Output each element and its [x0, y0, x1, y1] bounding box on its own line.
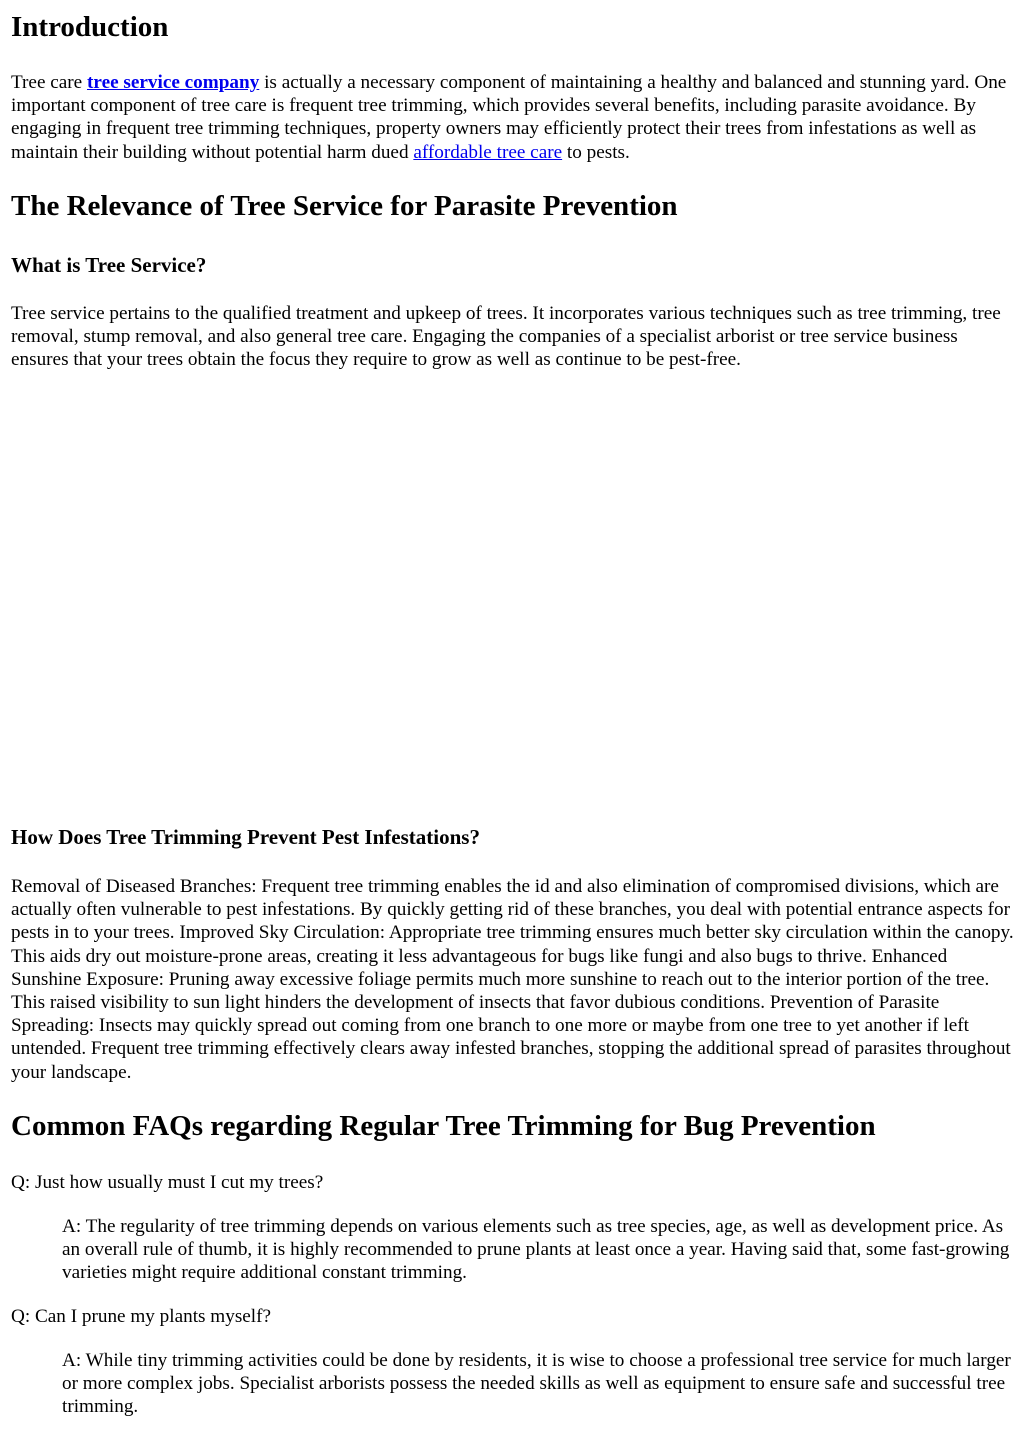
faq-question-2: Q: Can I prune my plants myself?	[11, 1306, 272, 1327]
paragraph-how-trimming-prevents: Removal of Diseased Branches: Frequent tree trimming enables the id and also elimination of compromised divisions, which are actually often vulnerable to pest infestations. By quickly getting rid of these branches, you deal with potential entrance aspects for pests in to your trees. Improved Sky Circulation: Appropriate tree trimming ensures much better sky circulation within the canopy. This aids dry out moisture-prone areas, creating it less advantageous for bugs like fungi and also bugs to thrive. Enhanced Sunshine Exposure: Pruning away excessive foliage permits much more sunshine to reach out to the interior portion of the tree. This raised visibility to sun light hinders the development of insects that favor dubious conditions. Prevention of Parasite Spreading: Insects may quickly spread out coming from one branch to one more or maybe from one tree to yet another if left untended. Frequent tree trimming effectively clears away infested branches, stopping the additional spread of parasites throughout your landscape.	[11, 876, 1014, 1083]
heading-how-trimming-prevents: How Does Tree Trimming Prevent Pest Infestations?	[11, 825, 480, 849]
intro-text-start: Tree care	[11, 72, 88, 93]
intro-text-middle: is actually a necessary component of maintaining a healthy and balanced and stunning yard. One important component of tree care is frequent tree trimming, which provides several benefits, including parasite avoidance. By engaging in frequent tree trimming techniques, property owners may efficiently protect their trees from infestations as well as maintain their building without potential harm dued	[11, 72, 1007, 163]
heading-introduction: Introduction	[11, 11, 169, 43]
heading-what-is-tree-service: What is Tree Service?	[11, 253, 207, 277]
heading-common-faqs: Common FAQs regarding Regular Tree Trimming for Bug Prevention	[11, 1110, 876, 1142]
faq-answer-1: A: The regularity of tree trimming depends on various elements such as tree species, age, as well as development price. As an overall rule of thumb, it is highly recommended to prune plants at least once a year. Having said that, some fast-growing varieties might require additional constant trimming.	[62, 1216, 1010, 1284]
heading-relevance: The Relevance of Tree Service for Parasite Prevention	[11, 190, 678, 222]
faq-question-1: Q: Just how usually must I cut my trees?	[11, 1172, 324, 1193]
paragraph-what-is-tree-service: Tree service pertains to the qualified treatment and upkeep of trees. It incorporates various techniques such as tree trimming, tree removal, stump removal, and also general tree care. Engaging the companies of a specialist arborist or tree service business ensures that your trees obtain the focus they require to grow as well as continue to be pest-free.	[11, 303, 1001, 371]
faq-answer-2: A: While tiny trimming activities could be done by residents, it is wise to choose a professional tree service for much larger or more complex jobs. Specialist arborists possess the needed skills as well as equipment to ensure safe and successful tree trimming.	[62, 1350, 1011, 1418]
link-affordable-tree-care[interactable]: affordable tree care	[413, 141, 563, 163]
intro-text-end: to pests.	[562, 141, 630, 163]
link-tree-service-company[interactable]: tree service company	[87, 72, 260, 93]
paragraph-introduction	[11, 71, 1015, 164]
